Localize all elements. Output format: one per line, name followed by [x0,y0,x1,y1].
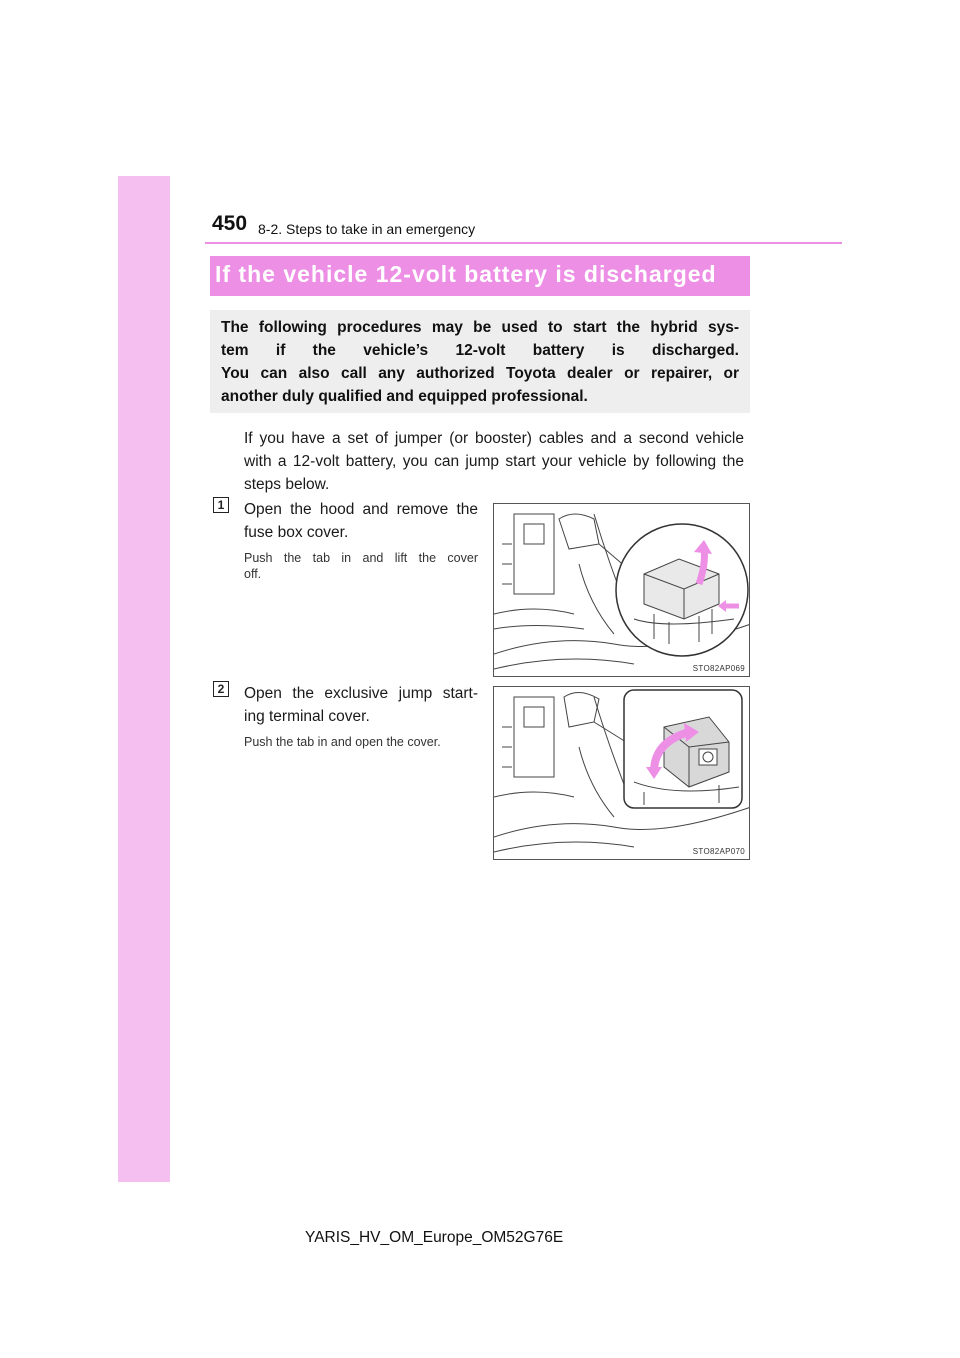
engine-bay-illustration-fuse-box [493,503,750,677]
step-number-badge: 1 [213,497,229,513]
image-code: STO82AP070 [692,847,745,856]
document-footer: YARIS_HV_OM_Europe_OM52G76E [305,1229,564,1246]
body-text-line: steps below. [244,476,330,493]
body-text-line: If you have a set of jumper (or booster) cables and a second vehicle [244,430,744,447]
section-label: 8-2. Steps to take in an emergency [258,221,476,237]
body-text-line: with a 12-volt battery, you can jump start your vehicle by following the [244,453,744,470]
step-instruction: ing terminal cover. [244,708,370,725]
step-detail: Push the tab in and lift the cover [244,551,478,565]
jump-terminal-drawing [494,687,750,860]
page-number: 450 [212,212,248,235]
intro-line: tem if the vehicle’s 12-volt battery is discharged. [221,342,739,359]
image-code: STO82AP069 [692,664,745,673]
engine-bay-illustration-jump-terminal [493,686,750,860]
section-title: If the vehicle 12-volt battery is discharged [215,261,717,287]
step-instruction: Open the hood and remove the [244,501,478,518]
header-divider [205,242,842,244]
step-detail: off. [244,567,262,581]
chapter-side-tab [118,176,170,1182]
step-number-badge: 2 [213,681,229,697]
intro-line: another duly qualified and equipped professional. [221,388,588,405]
intro-line: You can also call any authorized Toyota dealer or repairer, or [221,365,739,382]
step-instruction: Open the exclusive jump start- [244,685,478,702]
step-instruction: fuse box cover. [244,524,349,541]
step-detail: Push the tab in and open the cover. [244,735,441,749]
intro-line: The following procedures may be used to start the hybrid sys- [221,319,739,336]
fuse-box-drawing [494,504,750,677]
